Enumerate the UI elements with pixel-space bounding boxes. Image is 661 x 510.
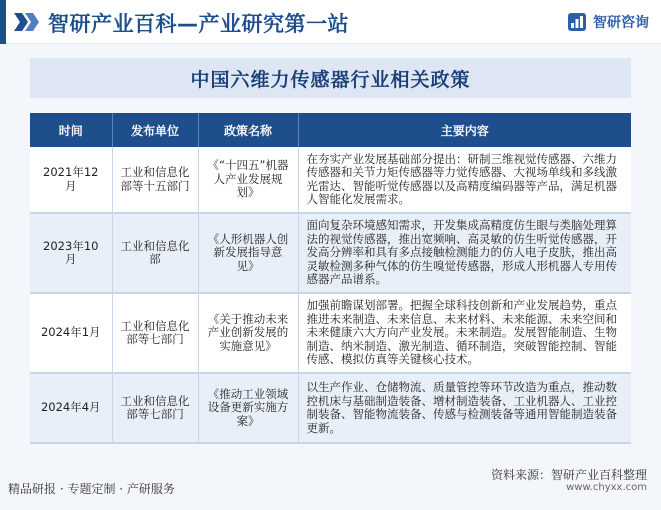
column-header-policy: 政策名称	[198, 113, 298, 147]
cell-content: 在夯实产业发展基础部分提出：研制三维视觉传感器、六维力传感器和关节力矩传感器等力觉传感器、大视场单线和多线激光雷达、智能听觉传感器以及高精度编码器等产品，满足机器人智能化发展需求。	[298, 147, 631, 213]
cell-content: 面向复杂环境感知需求，开发集成高精度仿生眼与类脑处理算法的视觉传感器，推出宽频响、高灵敏的仿生听觉传感器，开发高分辨率和具有多点接触检测能力的仿人电子皮肤，推出高灵敏检测多种气体的仿生嗅觉传感器，形成人形机器人专用传感器产品谱系。	[298, 213, 631, 293]
table-row	[30, 293, 631, 373]
header-title: 智研产业百科—产业研究第一站	[48, 12, 349, 36]
cell-publisher: 工业和信息化部等七部门	[112, 373, 198, 443]
cell-time: 2024年4月	[30, 373, 112, 443]
cell-publisher: 工业和信息化部等十五部门	[112, 147, 198, 213]
cell-publisher: 工业和信息化部等七部门	[112, 293, 198, 373]
cell-time: 2023年10月	[30, 213, 112, 293]
cell-policy: 《推动工业领域设备更新实施方案》	[198, 373, 298, 443]
cell-policy: 《人形机器人创新发展指导意见》	[198, 213, 298, 293]
table-header-row	[30, 113, 631, 147]
cell-policy: 《关于推动未来产业创新发展的实施意见》	[198, 293, 298, 373]
logo-mark-icon	[567, 12, 587, 32]
source-note: 资料来源：智研产业百科整理	[490, 468, 647, 482]
table-row	[30, 213, 631, 293]
header-accent-bar	[0, 0, 6, 44]
footer-tagline: 精品研报 · 专题定制 · 产研服务	[8, 482, 175, 496]
table-row	[30, 373, 631, 443]
cell-time: 2021年12月	[30, 147, 112, 213]
page-header	[0, 0, 661, 44]
double-chevron-icon	[14, 13, 40, 31]
cell-policy: 《“十四五”机器人产业发展规划》	[198, 147, 298, 213]
brand-logo[interactable]	[567, 11, 649, 33]
policy-table	[30, 113, 631, 444]
cell-content: 加强前瞻谋划部署。把握全球科技创新和产业发展趋势，重点推进未来制造、未来信息、未来材料、未来能源、未来空间和未来健康六大方向产业发展。未来制造。发展智能制造、生物制造、纳米制造、激光制造、循环制造，突破智能控制、智能传感、模拟仿真等关键核心技术。	[298, 293, 631, 373]
source-url[interactable]: www.chyxx.com	[566, 482, 647, 493]
column-header-time: 时间	[30, 113, 112, 147]
document-title-band	[30, 58, 631, 98]
column-header-content: 主要内容	[298, 113, 631, 147]
column-header-publisher: 发布单位	[112, 113, 198, 147]
cell-time: 2024年1月	[30, 293, 112, 373]
document-title: 中国六维力传感器行业相关政策	[190, 68, 471, 91]
logo-text: 智研咨询	[593, 15, 649, 31]
cell-publisher: 工业和信息化部	[112, 213, 198, 293]
cell-content: 以生产作业、仓储物流、质量管控等环节改造为重点，推动数控机床与基础制造装备、增材制造装备、工业机器人、工业控制装备、智能物流装备、传感与检测装备等通用智能制造装备更新。	[298, 373, 631, 443]
table-row	[30, 147, 631, 213]
